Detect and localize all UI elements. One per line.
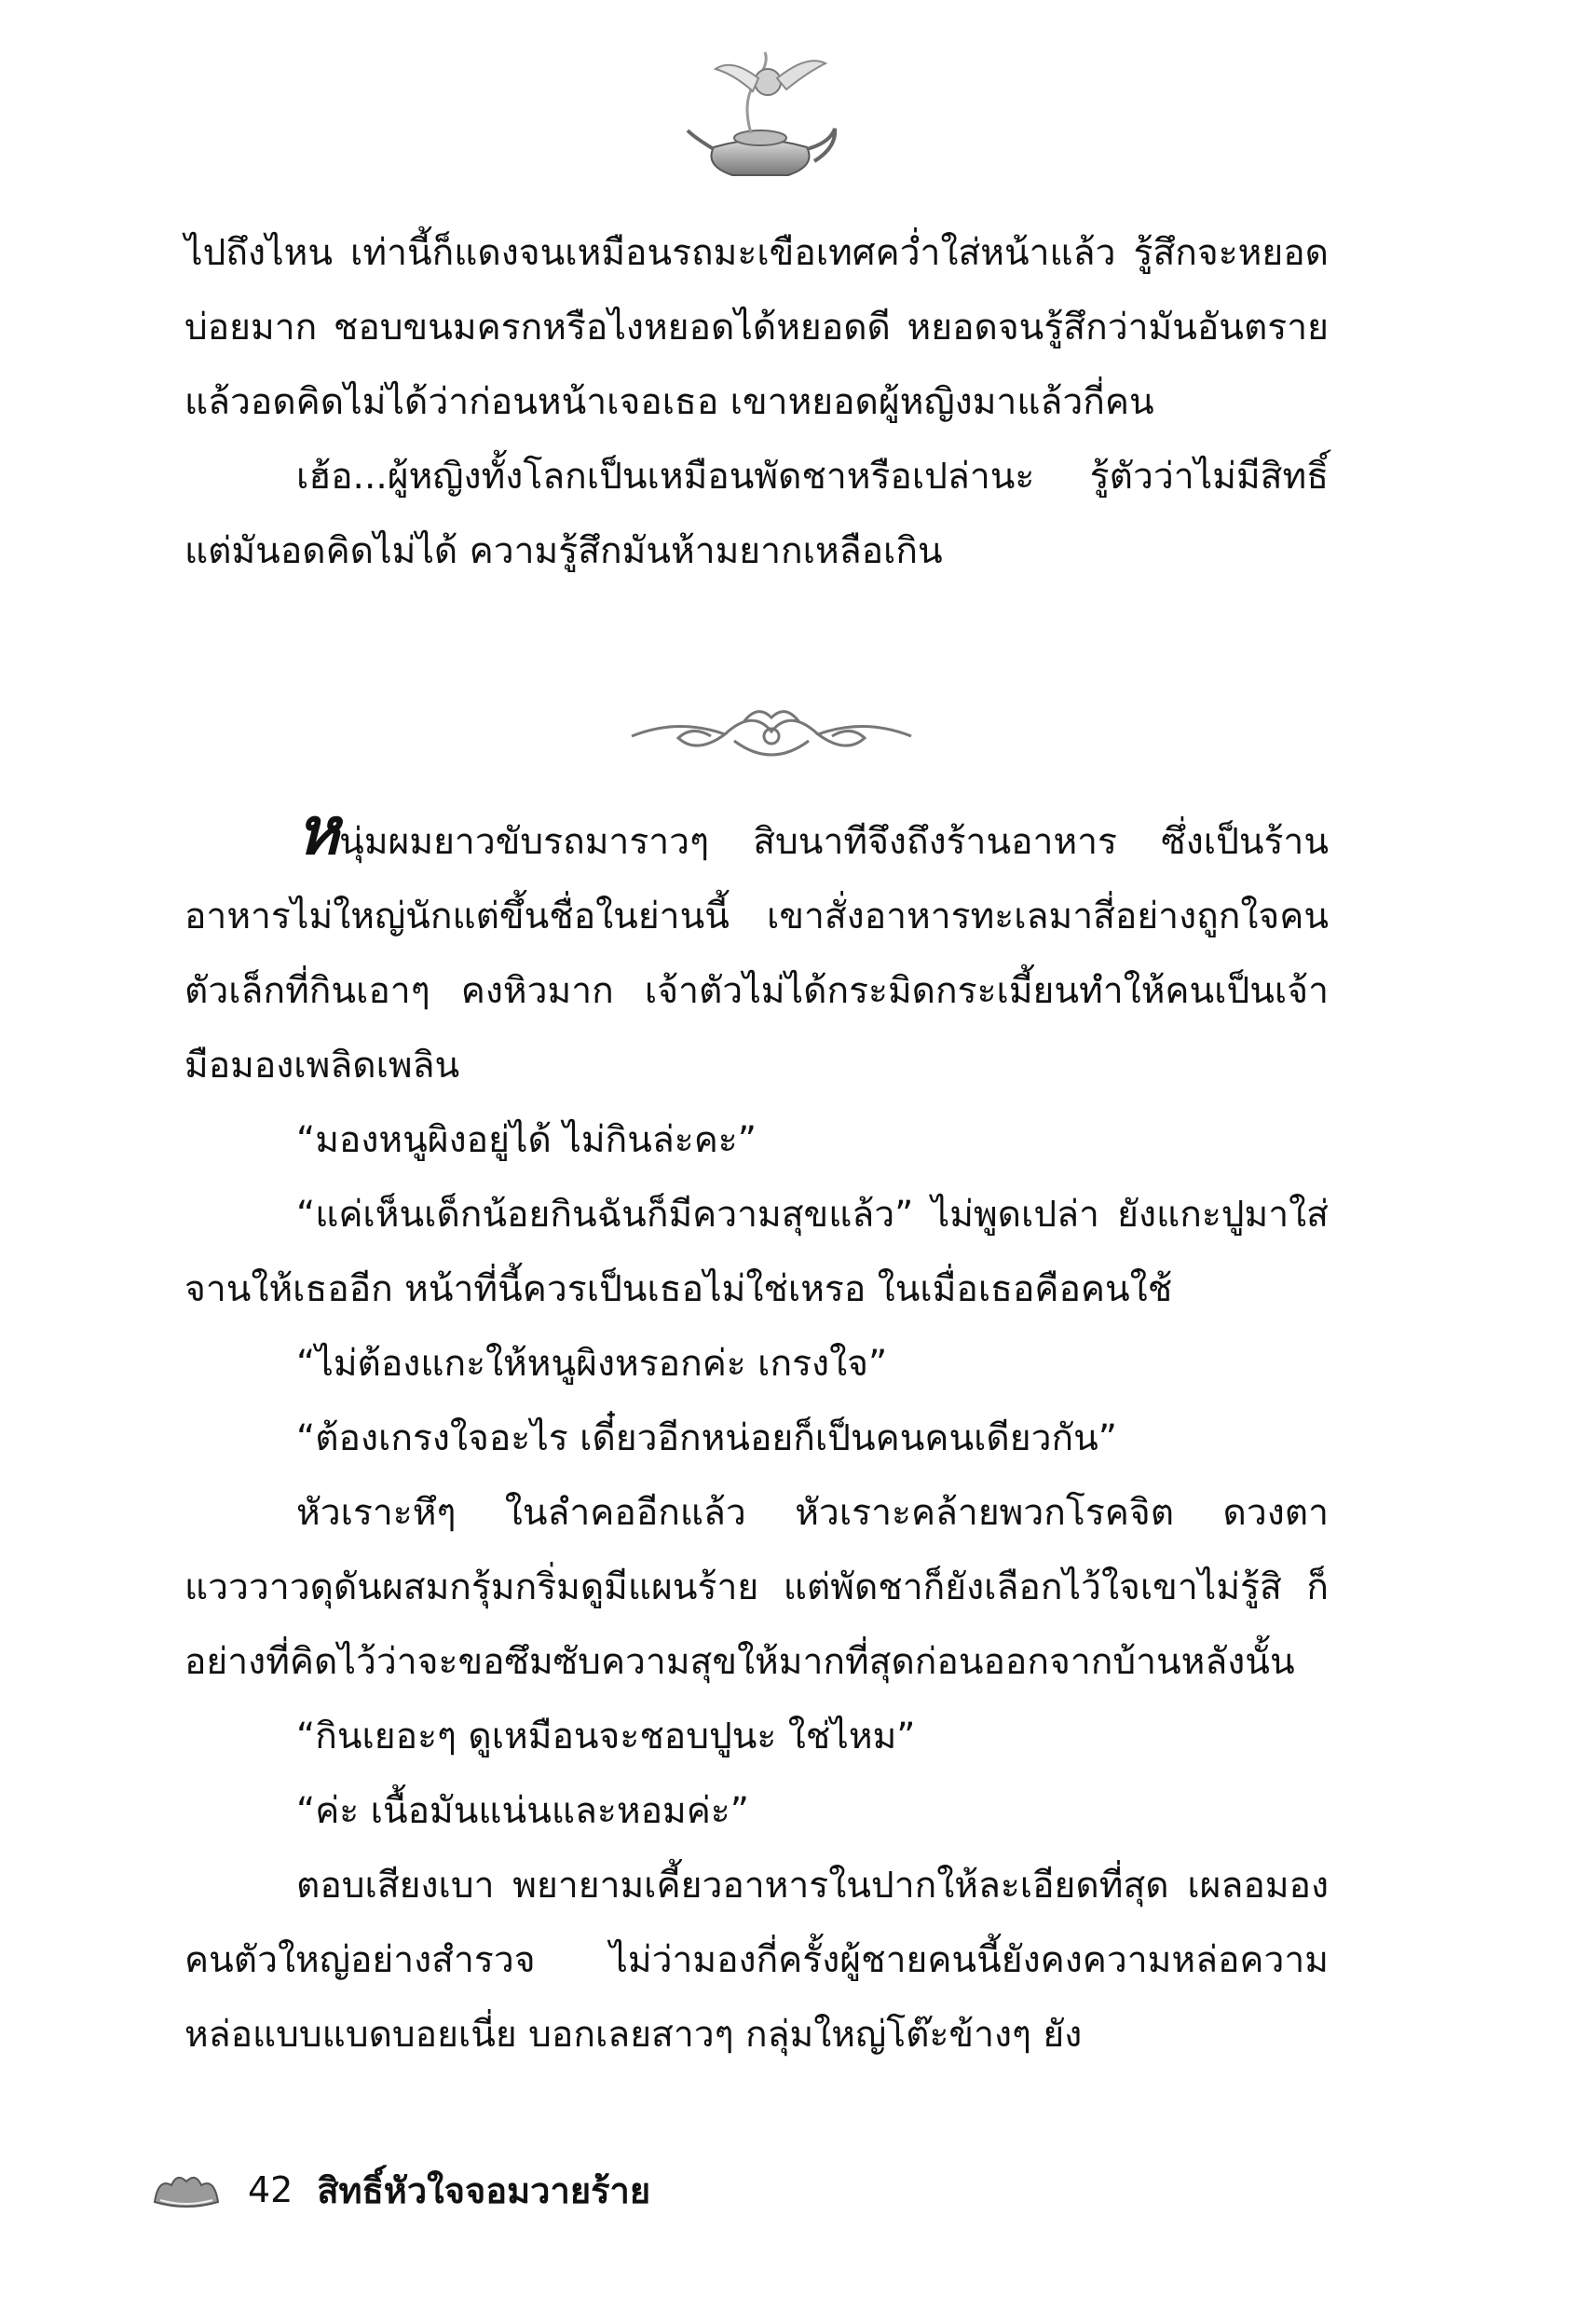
flourish-divider-icon xyxy=(622,690,921,783)
page-number: 42 xyxy=(248,2169,293,2210)
paragraph: ไปถึงไหน เท่านี้ก็แดงจนเหมือนรถมะเขือเทศคว่ำใส่หน้าแล้ว รู้สึกจะหยอดบ่อยมาก ชอบขนมครกหรือไงหยอดได้หยอดดี หยอดจนรู้สึกว่ามันอันตราย แล้วอดคิดไม่ได้ว่าก่อนหน้าเจอเธอ เขาหยอดผู้หญิงมาแล้วกี่คน xyxy=(184,232,1329,423)
paragraph: “แค่เห็นเด็กน้อยกินฉันก็มีความสุขแล้ว” ไม่พูดเปล่า ยังแกะปูมาใส่จานให้เธออีก หน้าที่นี้ควรเป็นเธอไม่ใช่เหรอ ในเมื่อเธอคือคนใช้ xyxy=(184,1194,1329,1310)
paragraph: “ค่ะ เนื้อมันแน่นและหอมค่ะ” xyxy=(296,1790,749,1832)
paragraph: “ไม่ต้องแกะให้หนูผิงหรอกค่ะ เกรงใจ” xyxy=(296,1343,888,1385)
paragraph: “กินเยอะๆ ดูเหมือนจะชอบปูนะ ใช่ไหม” xyxy=(296,1716,916,1757)
text-section-2 xyxy=(184,792,1329,2072)
paragraph-text: นุ่มผมยาวขับรถมาราวๆ สิบนาทีจึงถึงร้านอาหาร ซึ่งเป็นร้านอาหารไม่ใหญ่นักแต่ขึ้นชื่อในย่านนี้ เขาสั่งอาหารทะเลมาสี่อย่างถูกใจคนตัวเล็กที่กินเอาๆ คงหิวมาก เจ้าตัวไม่ได้กระมิดกระเมี้ยนทำให้คนเป็นเจ้ามือมองเพลิดเพลิน xyxy=(184,821,1329,1087)
chapter-opening-paragraph xyxy=(184,792,1329,1103)
page-footer xyxy=(149,2162,650,2218)
genie-lamp-ornament-icon xyxy=(676,45,844,185)
paragraph: หัวเราะหึๆ ในลำคออีกแล้ว หัวเราะคล้ายพวกโรคจิต ดวงตาแวววาวดุดันผสมกรุ้มกริ่มดูมีแผนร้าย แต่พัดชาก็ยังเลือกไว้ใจเขาไม่รู้สิ ก็อย่างที่คิดไว้ว่าจะขอซึมซับความสุขให้มากที่สุดก่อนออกจากบ้านหลังนั้น xyxy=(184,1492,1329,1683)
text-section-1 xyxy=(184,216,1329,589)
paragraph: ตอบเสียงเบา พยายามเคี้ยวอาหารในปากให้ละเอียดที่สุด เผลอมองคนตัวใหญ่อย่างสำรวจ ไม่ว่ามองกี่ครั้งผู้ชายคนนี้ยังคงความหล่อความหล่อแบบแบดบอยเนี่ย บอกเลยสาวๆ กลุ่มใหญ่โต๊ะข้างๆ ยัง xyxy=(184,1865,1329,2056)
paragraph: “มองหนูผิงอยู่ได้ ไม่กินล่ะคะ” xyxy=(296,1119,757,1161)
paragraph: “ต้องเกรงใจอะไร เดี๋ยวอีกหน่อยก็เป็นคนคนเดียวกัน” xyxy=(296,1417,1117,1459)
paragraph: เฮ้อ...ผู้หญิงทั้งโลกเป็นเหมือนพัดชาหรือเปล่านะ รู้ตัวว่าไม่มีสิทธิ์แต่มันอดคิดไม่ได้ ความรู้สึกมันห้ามยากเหลือเกิน xyxy=(184,456,1329,572)
drop-cap: ห xyxy=(296,792,340,869)
crown-ornament-icon xyxy=(149,2167,224,2213)
book-title: สิทธิ์หัวใจจอมวายร้าย xyxy=(317,2169,651,2211)
